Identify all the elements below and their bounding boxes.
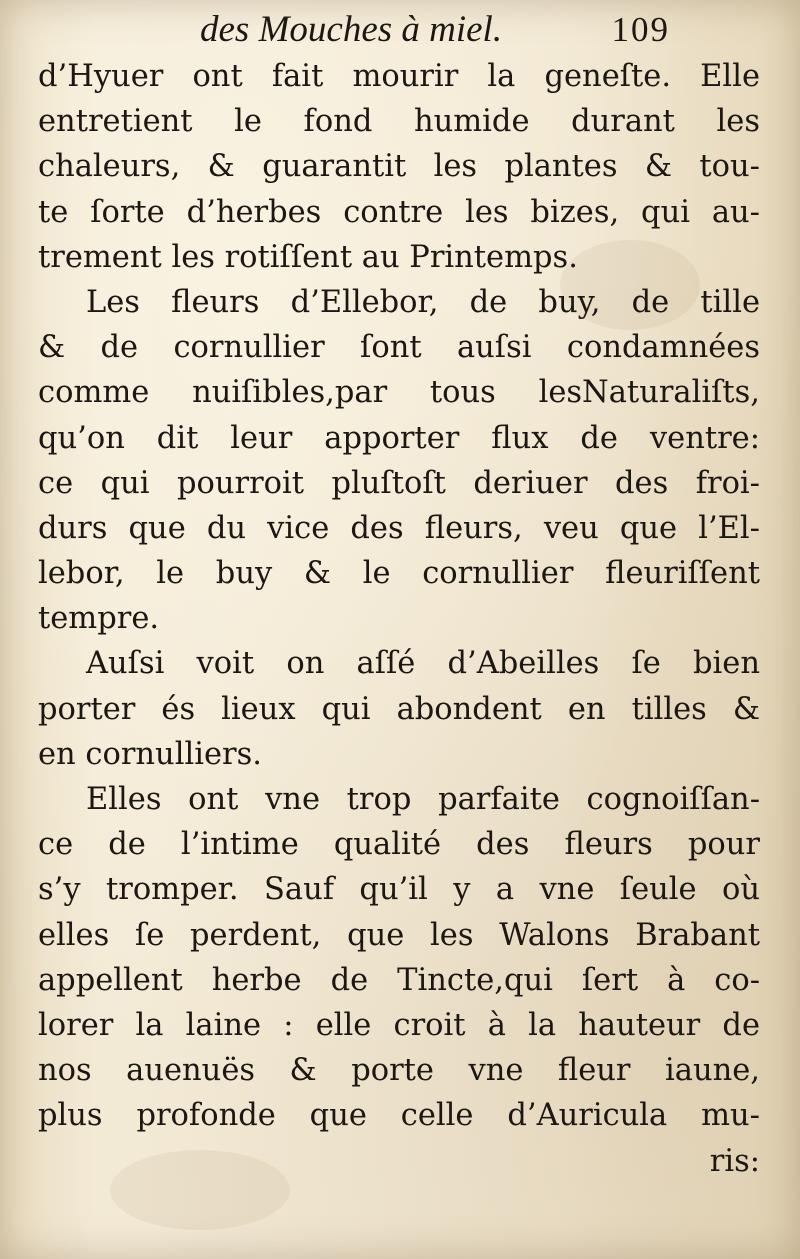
text-line: appellent herbe de Tincte,qui ſert à co- [38,962,760,998]
text-line: chaleurs, & guarantit les plantes & tou- [38,149,760,185]
text-line: lebor, le buy & le cornullier fleuriſſent [38,556,760,592]
text-line: te ſorte d’herbes contre les bizes, qui au- [38,194,760,230]
text-line: entretient le fond humide durant les [38,104,760,140]
text-line: ce qui pourroit pluſtoſt deriuer des froi- [38,465,760,501]
body-text [38,54,760,1184]
text-line: plus profonde que celle d’Auricula mu- [38,1098,760,1134]
text-line: tempre. [38,601,160,637]
text-line: ris: [709,1143,760,1179]
text-line: lorer la laine : elle croit à la hauteur de [38,1007,760,1043]
text-line: Les fleurs d’Ellebor, de buy, de tille [86,284,760,320]
page-header [200,6,670,54]
text-line: & de cornullier ſont auſsi condamnées [38,330,760,366]
text-line: Auſsi voit on aſſé d’Abeilles ſe bien [86,646,760,682]
running-title: des Mouches à miel. [200,9,503,50]
text-line: durs que du vice des fleurs, veu que l’El- [38,510,760,546]
text-line: elles ſe perdent, que les Walons Brabant [38,917,760,953]
text-line: qu’on dit leur apporter flux de ventre: [38,420,760,456]
page-number: 109 [611,10,670,49]
text-line: trement les rotiſſent au Printemps. [38,239,578,275]
text-line: comme nuiſibles,par tous lesNaturaliſts, [38,375,760,411]
text-line: ce de l’intime qualité des fleurs pour [38,827,760,863]
text-line: en cornulliers. [38,736,262,772]
text-line: s’y tromper. Sauf qu’il y a vne ſeule où [38,872,760,908]
text-line: nos auenuës & porte vne fleur iaune, [38,1053,760,1089]
text-line: d’Hyuer ont fait mourir la geneſte. Elle [38,59,760,94]
text-line: Elles ont vne trop parfaite cognoiſſan- [86,782,760,817]
text-line: porter és lieux qui abondent en tilles & [38,691,760,727]
